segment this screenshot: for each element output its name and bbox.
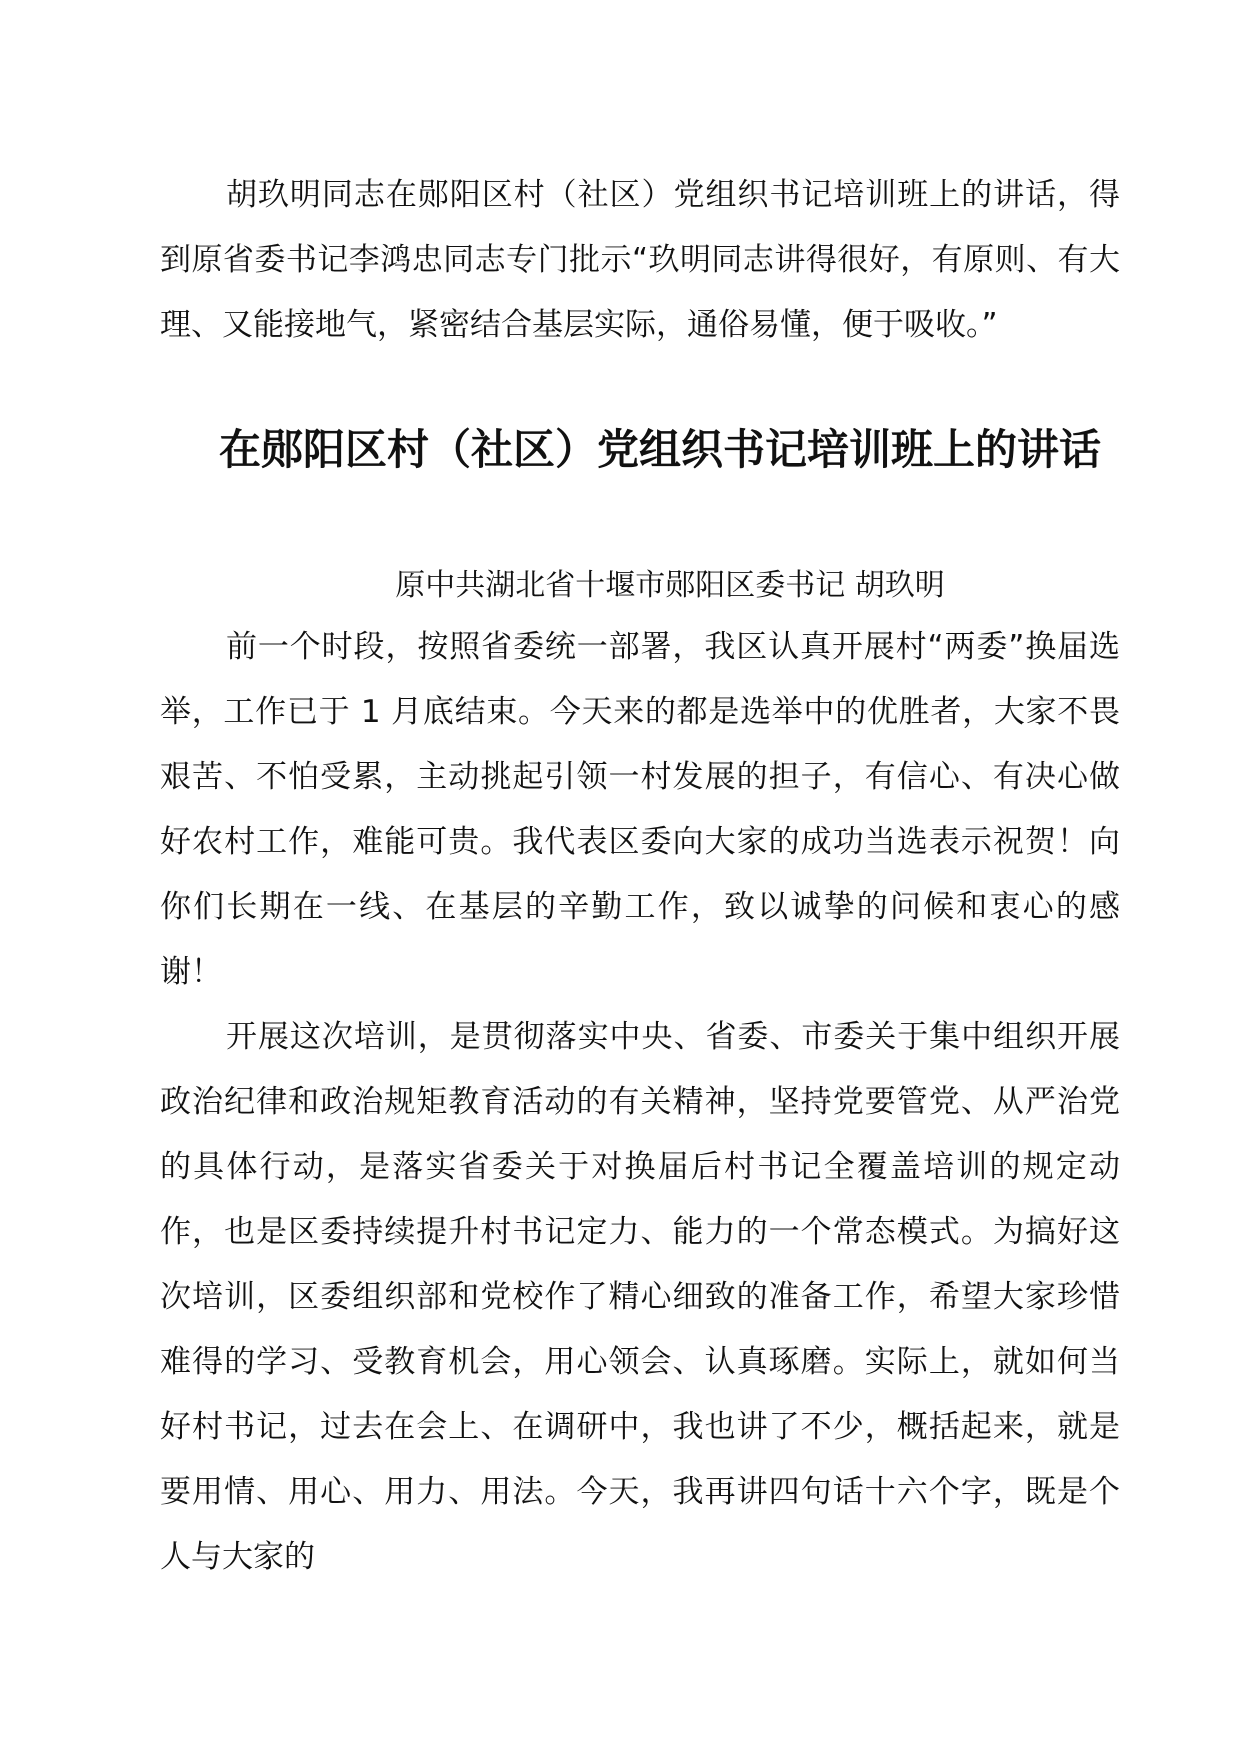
body-paragraph: 开展这次培训，是贯彻落实中央、省委、市委关于集中组织开展政治纪律和政治规矩教育活动的有关精神，坚持党要管党、从严治党的具体行动，是落实省委关于对换届后村书记全覆盖培训的规定动作，也是区委持续提升村书记定力、能力的一个常态模式。为搞好这次培训，区委组织部和党校作了精心细致的准备工作，希望大家珍惜难得的学习、受教育机会，用心领会、认真琢磨。实际上，就如何当好村书记，过去在会上、在调研中，我也讲了不少，概括起来，就是要用情、用心、用力、用法。今天，我再讲四句话十六个字，既是个人与大家的 — [160, 1019, 1120, 1575]
speech-title: 在郧阳区村（社区）党组织书记培训班上的讲话 — [218, 425, 1101, 474]
author-line: 原中共湖北省十堰市郧阳区委书记 胡玖明 — [395, 568, 945, 603]
body-paragraph: 前一个时段，按照省委统一部署，我区认真开展村“两委”换届选举，工作已于 1 月底结束。今天来的都是选举中的优胜者，大家不畏艰苦、不怕受累，主动挑起引领一村发展的担子，有信心、有决心做好农村工作，难能可贵。我代表区委向大家的成功当选表示祝贺！向你们长期在一线、在基层的辛勤工作，致以诚挚的问候和衷心的感谢！ — [160, 629, 1120, 990]
intro-paragraph: 胡玖明同志在郧阳区村（社区）党组织书记培训班上的讲话，得到原省委书记李鸿忠同志专门批示“玖明同志讲得很好，有原则、有大理、又能接地气，紧密结合基层实际，通俗易懂，便于吸收。” — [160, 177, 1120, 343]
